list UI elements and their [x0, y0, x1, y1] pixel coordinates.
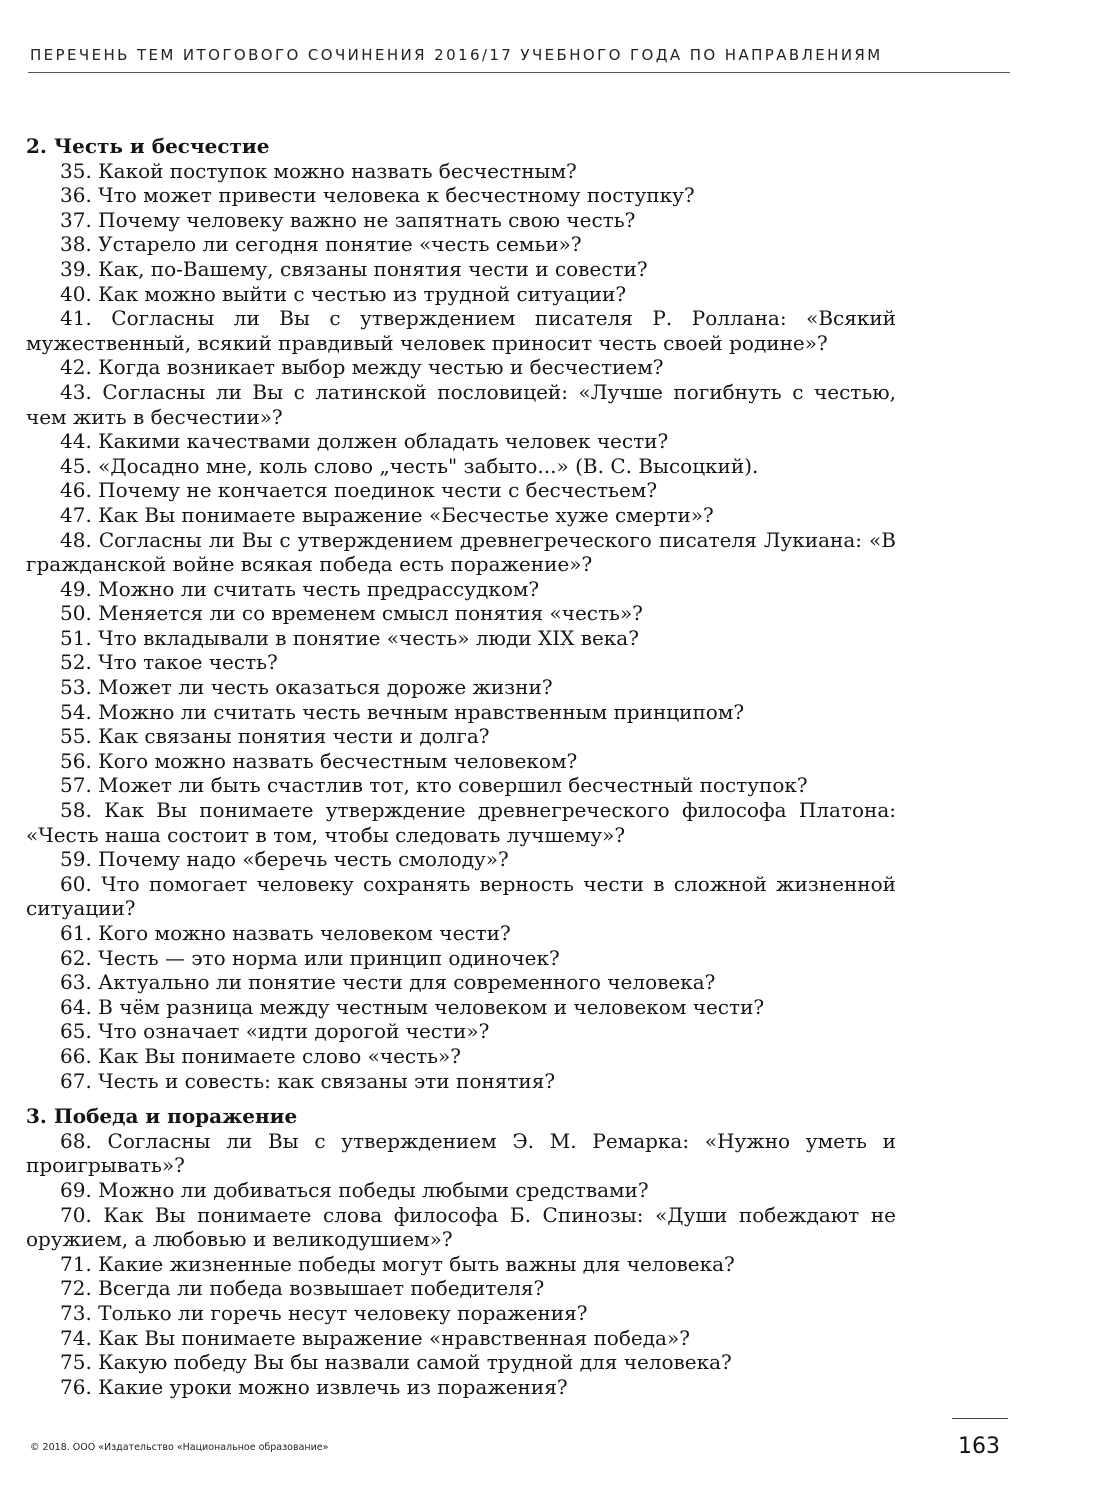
- section-victory: [26, 1104, 896, 1399]
- topic-item: 69. Можно ли добиваться победы любыми средствами?: [60, 1177, 649, 1202]
- topic-item: 56. Кого можно назвать бесчестным человеком?: [60, 748, 578, 773]
- topic-item: 58. Как Вы понимаете утверждение древнегреческого философа Платона: «Честь наша состоит в том, чтобы следовать лучшему»?: [26, 798, 896, 847]
- topic-item: 71. Какие жизненные победы могут быть важны для человека?: [60, 1251, 735, 1276]
- topic-item: 39. Как, по-Вашему, связаны понятия чести и совести?: [60, 256, 648, 281]
- topic-item: 55. Как связаны понятия чести и долга?: [60, 724, 490, 749]
- topic-item: 40. Как можно выйти с честью из трудной ситуации?: [60, 281, 627, 306]
- topic-item: 60. Что помогает человеку сохранять верность чести в сложной жизненной ситуации?: [26, 871, 896, 921]
- topic-item: 51. Что вкладывали в понятие «честь» люди XIX века?: [60, 625, 639, 650]
- section-title: 3. Победа и поражение: [26, 1104, 298, 1129]
- footer-rule: [952, 1418, 1008, 1419]
- topic-item: 70. Как Вы понимаете слова философа Б. Спинозы: «Души побеждают не оружием, а любовью и великодушием»?: [26, 1202, 896, 1252]
- topic-item: 76. Какие уроки можно извлечь из поражения?: [60, 1374, 568, 1399]
- topic-item: 36. Что может привести человека к бесчестному поступку?: [60, 183, 695, 208]
- topic-item: 54. Можно ли считать честь вечным нравственным принципом?: [60, 699, 745, 724]
- section-title: 2. Честь и бесчестие: [26, 134, 270, 158]
- topic-item: 72. Всегда ли победа возвышает победителя?: [60, 1276, 545, 1301]
- topic-item: 38. Устарело ли сегодня понятие «честь семьи»?: [60, 232, 582, 257]
- topic-item: 75. Какую победу Вы бы назвали самой трудной для человека?: [60, 1350, 732, 1375]
- topic-item: 63. Актуально ли понятие чести для современного человека?: [60, 970, 716, 995]
- topic-item: 47. Как Вы понимаете выражение «Бесчестье хуже смерти»?: [60, 502, 714, 527]
- copyright-text: © 2018. ООО «Издательство «Национальное образование»: [30, 1442, 329, 1453]
- topic-item: 64. В чём разница между честным человеком и человеком чести?: [60, 994, 765, 1019]
- section-items: [26, 1129, 896, 1400]
- topic-item: 35. Какой поступок можно назвать бесчестным?: [60, 158, 577, 183]
- topic-item: 62. Честь — это норма или принцип одиночек?: [60, 945, 560, 970]
- topic-item: 44. Какими качествами должен обладать человек чести?: [60, 429, 669, 454]
- topic-item: 53. Может ли честь оказаться дороже жизни?: [60, 675, 553, 700]
- topic-item: 52. Что такое честь?: [60, 650, 278, 675]
- section-items: [26, 159, 896, 1094]
- running-header: ПЕРЕЧЕНЬ ТЕМ ИТОГОВОГО СОЧИНЕНИЯ 2016/17 УЧЕБНОГО ГОДА ПО НАПРАВЛЕНИЯМ: [30, 46, 883, 64]
- topic-item: 46. Почему не кончается поединок чести с бесчестьем?: [60, 478, 658, 503]
- topic-item: 41. Согласны ли Вы с утверждением писателя Р. Роллана: «Всякий мужественный, всякий правдивый человек приносит честь своей родине»?: [26, 306, 896, 355]
- topic-item: 43. Согласны ли Вы с латинской пословицей: «Лучше погибнуть с честью, чем жить в бесчестии»?: [26, 379, 896, 429]
- topic-item: 61. Кого можно назвать человеком чести?: [60, 921, 511, 945]
- topic-item: 57. Может ли быть счастлив тот, кто совершил бесчестный поступок?: [60, 773, 808, 798]
- page-number: 163: [958, 1434, 1000, 1459]
- topic-item: 65. Что означает «идти дорогой чести»?: [60, 1019, 490, 1044]
- topic-item: 73. Только ли горечь несут человеку поражения?: [60, 1300, 588, 1325]
- topic-item: 66. Как Вы понимаете слово «честь»?: [60, 1043, 462, 1068]
- topic-item: 68. Согласны ли Вы с утверждением Э. М. Ремарка: «Нужно уметь и проигрывать»?: [26, 1128, 896, 1178]
- topic-item: 59. Почему надо «беречь честь смолоду»?: [60, 847, 509, 872]
- section-honor: [26, 134, 896, 1093]
- topic-list: [26, 134, 896, 1399]
- header-rule: [28, 72, 1010, 73]
- topic-item: 74. Как Вы понимаете выражение «нравственная победа»?: [60, 1325, 690, 1350]
- topic-item: 37. Почему человеку важно не запятнать свою честь?: [60, 207, 636, 232]
- topic-item: 67. Честь и совесть: как связаны эти понятия?: [60, 1068, 556, 1093]
- topic-item: 42. Когда возникает выбор между честью и бесчестием?: [60, 355, 664, 380]
- topic-item: 45. «Досадно мне, коль слово „честь" забыто...» (В. С. Высоцкий).: [60, 453, 759, 478]
- topic-item: 49. Можно ли считать честь предрассудком?: [60, 576, 540, 601]
- topic-item: 50. Меняется ли со временем смысл понятия «честь»?: [60, 601, 643, 626]
- topic-item: 48. Согласны ли Вы с утверждением древнегреческого писателя Лукиана: «В гражданской войне всякая победа есть поражение»?: [26, 527, 896, 577]
